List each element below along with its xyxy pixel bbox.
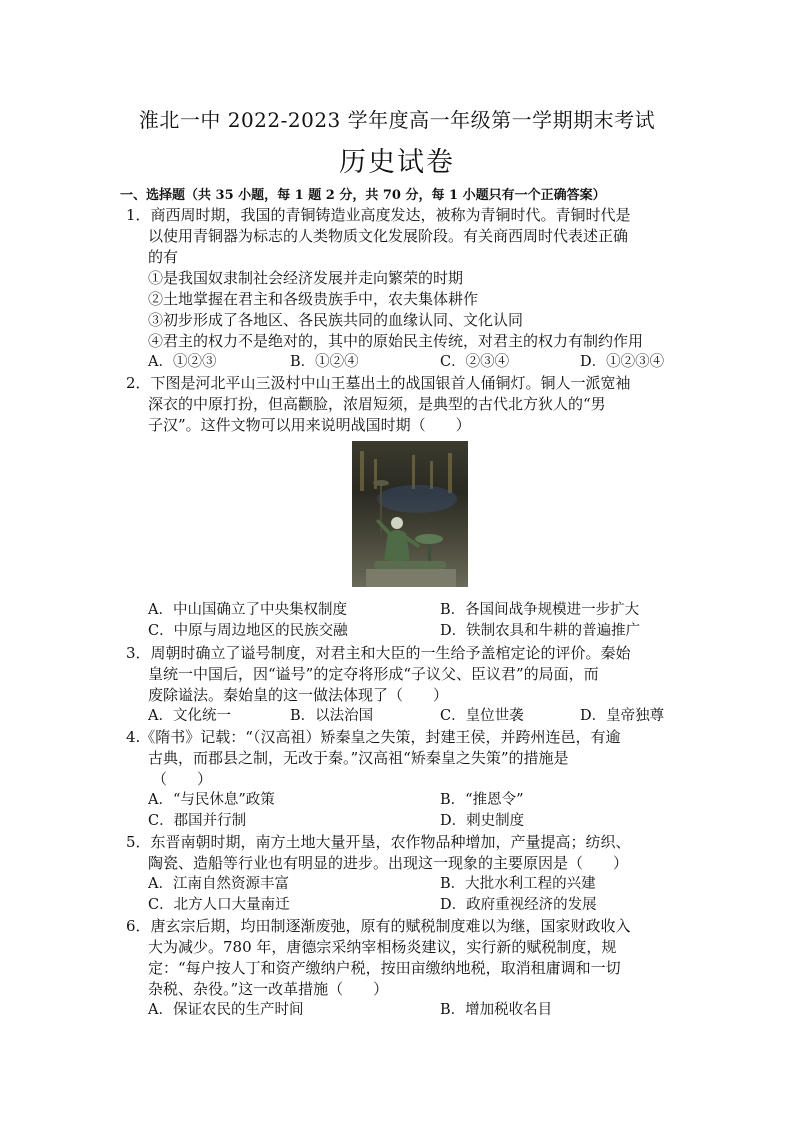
option-b: B．①②④ [290, 354, 359, 370]
option-c: C．皇位世袭 [440, 708, 524, 724]
exam-title: 淮北一中 2022-2023 学年度高一年级第一学期期末考试 [138, 108, 656, 132]
question-text-line: 陶瓷、造船等行业也有明显的进步。出现这一现象的主要原因是（ ） [148, 854, 629, 872]
option-d: D．政府重视经济的发展 [440, 897, 597, 913]
option-a: A．中山国确立了中央集权制度 [148, 602, 347, 618]
question-text-line: 的有 [148, 248, 179, 266]
bronze-lamp-photo [352, 441, 468, 587]
question-text-line: （ ） [152, 770, 213, 788]
section-heading: 一、选择题（共 35 小题，每 1 题 2 分，共 70 分，每 1 小题只有一个正确答案） [120, 188, 606, 203]
option-a: A．“与民休息”政策 [148, 792, 275, 808]
option-c: C．北方人口大量南迁 [148, 897, 290, 913]
option-c: C．郡国并行制 [148, 813, 247, 829]
option-a: A．①②③ [148, 354, 217, 370]
option-a: A．文化统一 [148, 708, 231, 724]
question-text-line: 杂税、杂役。”这一改革措施（ ） [148, 980, 389, 998]
statement-item: ④君主的权力不是绝对的，其中的原始民主传统，对君主的权力有制约作用 [148, 332, 644, 350]
statement-item: ②土地掌握在君主和各级贵族手中，农夫集体耕作 [148, 290, 479, 308]
option-a: A．保证农民的生产时间 [148, 1002, 304, 1018]
question-text-line: 4.《隋书》记载：“（汉高祖）矫秦皇之失策，封建王侯，并跨州连邑，有逾 [126, 728, 621, 746]
option-a: A．江南自然资源丰富 [148, 876, 289, 892]
question-text-line: 1．商西周时期，我国的青铜铸造业高度发达，被称为青铜时代。青铜时代是 [126, 206, 631, 224]
option-c: C．中原与周边地区的民族交融 [148, 623, 348, 639]
question-text-line: 深衣的中原打扮，但高颧脸，浓眉短须，是典型的古代北方狄人的“男 [148, 395, 606, 413]
question-text-line: 子汉”。这件文物可以用来说明战国时期（ ） [148, 416, 471, 434]
question-text-line: 定：“每户按人丁和资产缴纳户税，按田亩缴纳地税，取消租庸调和一切 [148, 959, 621, 977]
option-b: B．增加税收名目 [440, 1002, 553, 1018]
subject-title: 历史试卷 [339, 147, 455, 178]
option-b: B．“推恩令” [440, 792, 524, 808]
option-b: B．大批水利工程的兴建 [440, 876, 596, 892]
lamp-figure-icon [352, 441, 468, 587]
statement-item: ③初步形成了各地区、各民族共同的血缘认同、文化认同 [148, 311, 524, 329]
option-d: D．铁制农具和牛耕的普遍推广 [440, 623, 641, 639]
question-text-line: 3．周朝时确立了谥号制度，对君主和大臣的一生给予盖棺定论的评价。秦始 [126, 644, 631, 662]
question-text-line: 5．东晋南朝时期，南方土地大量开垦，农作物品种增加，产量提高；纺织、 [126, 833, 631, 851]
question-text-line: 废除谥法。秦始皇的这一做法体现了（ ） [148, 686, 449, 704]
option-c: C．②③④ [440, 354, 510, 370]
option-b: B．各国间战争规模进一步扩大 [440, 602, 640, 618]
question-text-line: 以使用青铜器为标志的人类物质文化发展阶段。有关商西周时代表述正确 [148, 227, 629, 245]
question-text-line: 6．唐玄宗后期，均田制逐渐废弛，原有的赋税制度难以为继，国家财政收入 [126, 917, 631, 935]
option-b: B．以法治国 [290, 708, 374, 724]
option-d: D．①②③④ [580, 354, 665, 370]
option-d: D．刺史制度 [440, 813, 525, 829]
question-text-line: 皇统一中国后，因“谥号”的定夺将形成“子议父、臣议君”的局面，而 [148, 665, 599, 683]
statement-item: ①是我国奴隶制社会经济发展并走向繁荣的时期 [148, 269, 464, 287]
question-text-line: 古典，而郡县之制，无改于秦。”汉高祖“矫秦皇之失策”的措施是 [148, 749, 569, 767]
question-text-line: 大为减少。780 年，唐德宗采纳宰相杨炎建议，实行新的赋税制度，规 [148, 938, 617, 956]
option-d: D．皇帝独尊 [580, 708, 665, 724]
question-text-line: 2．下图是河北平山三汲村中山王墓出土的战国银首人俑铜灯。铜人一派宽袖 [126, 374, 631, 392]
